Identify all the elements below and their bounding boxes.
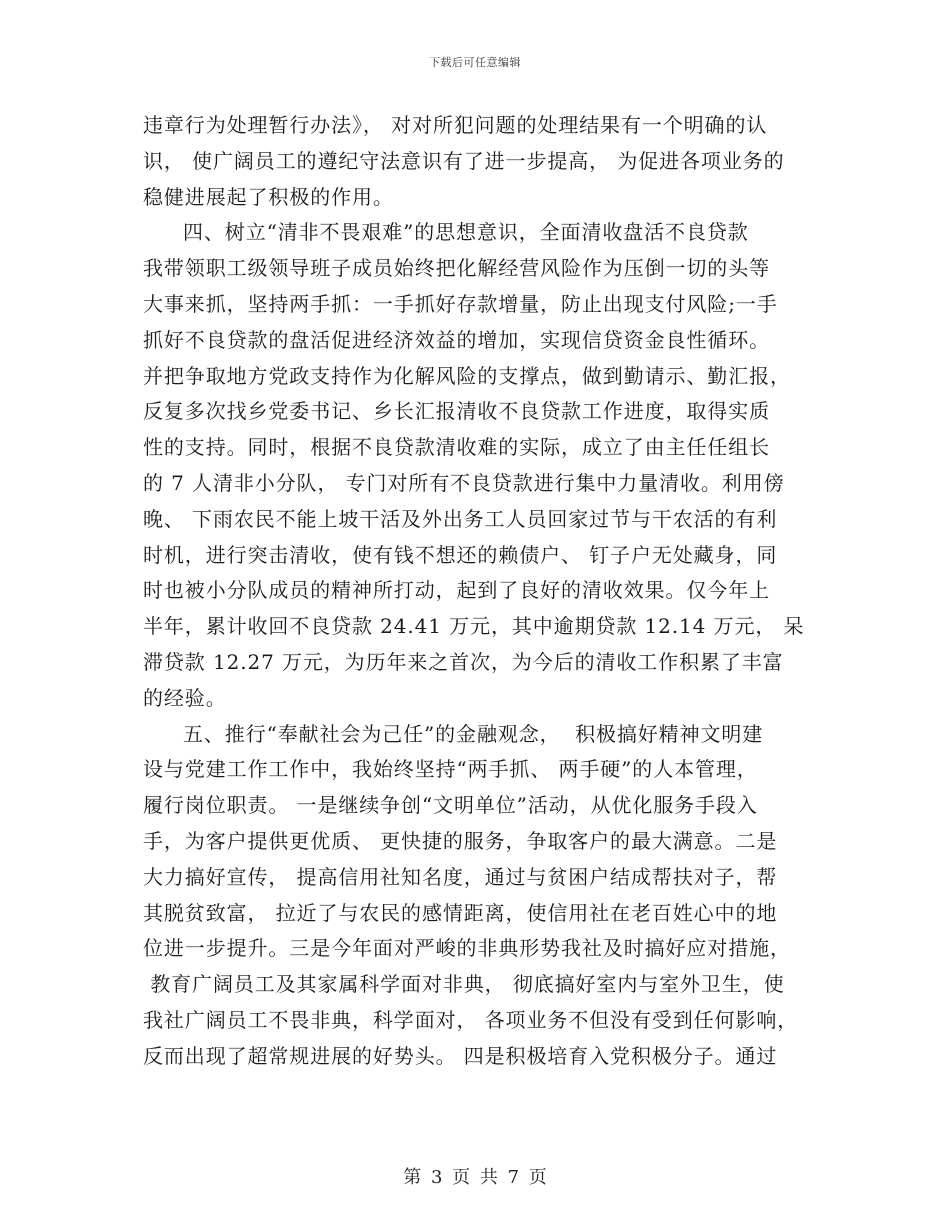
paragraph (143, 108, 811, 215)
paragraph (143, 717, 811, 1075)
text-line: 滞贷款 12.27 万元，为历年来之首次，为今后的清收工作积累了丰富 (143, 649, 784, 674)
text-line: 反而出现了超常规进展的好势头。 四是积极培育入党积极分子。通过 (143, 1043, 778, 1068)
text-line: 我带领职工级领导班子成员始终把化解经营风险作为压倒一切的头等 (143, 256, 770, 281)
text-line: 手，为客户提供更优质、 更快捷的服务，争取客户的最大满意。二是 (143, 828, 778, 853)
text-line: 五、推行“奉献社会为己任”的金融观念， 积极搞好精神文明建 (183, 721, 764, 746)
document-body (143, 108, 811, 1075)
text-line: 位进一步提升。三是今年面对严峻的非典形势我社及时搞好应对措施， (143, 936, 791, 961)
text-line: 教育广阔员工及其家属科学面对非典， 彻底搞好室内与室外卫生，使 (143, 972, 785, 997)
text-line: 的经验。 (143, 685, 227, 710)
text-line: 识， 使广阔员工的遵纪守法意识有了进一步提高， 为促进各项业务的 (143, 148, 785, 173)
paragraph (143, 215, 811, 716)
text-line: 其脱贫致富， 拉近了与农民的感情距离，使信用社在老百姓心中的地 (143, 900, 778, 925)
text-line: 晚、 下雨农民不能上坡干活及外出务工人员回家过节与干农活的有利 (143, 506, 778, 531)
text-line: 四、树立“清非不畏艰难”的思想意识，全面清收盘活不良贷款 (183, 220, 749, 245)
text-line: 稳健进展起了积极的作用。 (143, 184, 394, 209)
text-line: 反复多次找乡党委书记、乡长汇报清收不良贷款工作进度，取得实质 (143, 399, 770, 424)
text-line: 抓好不良贷款的盘活促进经济效益的增加，实现信贷资金良性循环。 (143, 327, 770, 352)
page-number: 第 3 页 共 7 页 (403, 1167, 547, 1188)
text-line: 时也被小分队成员的精神所打动，起到了良好的清收效果。仅今年上 (143, 578, 770, 603)
text-line: 时机，进行突击清收，使有钱不想还的赖债户、 钉子户无处藏身，同 (143, 542, 778, 567)
text-line: 大力搞好宣传， 提高信用社知名度，通过与贫困户结成帮扶对子，帮 (143, 864, 778, 889)
text-line: 违章行为处理暂行办法》， 对对所犯问题的处理结果有一个明确的认 (143, 113, 768, 137)
text-line: 的 7 人清非小分队， 专门对所有不良贷款进行集中力量清收。利用傍 (143, 470, 785, 495)
text-line: 并把争取地方党政支持作为化解风险的支撑点，做到勤请示、勤汇报， (143, 363, 791, 388)
text-line: 我社广阔员工不畏非典，科学面对， 各项业务不但没有受到任何影响， (143, 1007, 799, 1032)
text-line: 大事来抓，坚持两手抓：一手抓好存款增量，防止出现支付风险;一手 (143, 291, 778, 316)
text-line: 履行岗位职责。 一是继续争创“文明单位”活动，从优化服务手段入 (143, 793, 758, 818)
text-line: 性的支持。同时，根据不良贷款清收难的实际，成立了由主任任组长 (143, 435, 770, 460)
text-line: 半年，累计收回不良贷款 24.41 万元，其中逾期贷款 12.14 万元， 呆 (143, 614, 805, 639)
text-line: 设与党建工作工作中，我始终坚持“两手抓、 两手硬”的人本管理， (143, 757, 758, 782)
page-header: 下载后可任意编辑 (429, 56, 521, 69)
